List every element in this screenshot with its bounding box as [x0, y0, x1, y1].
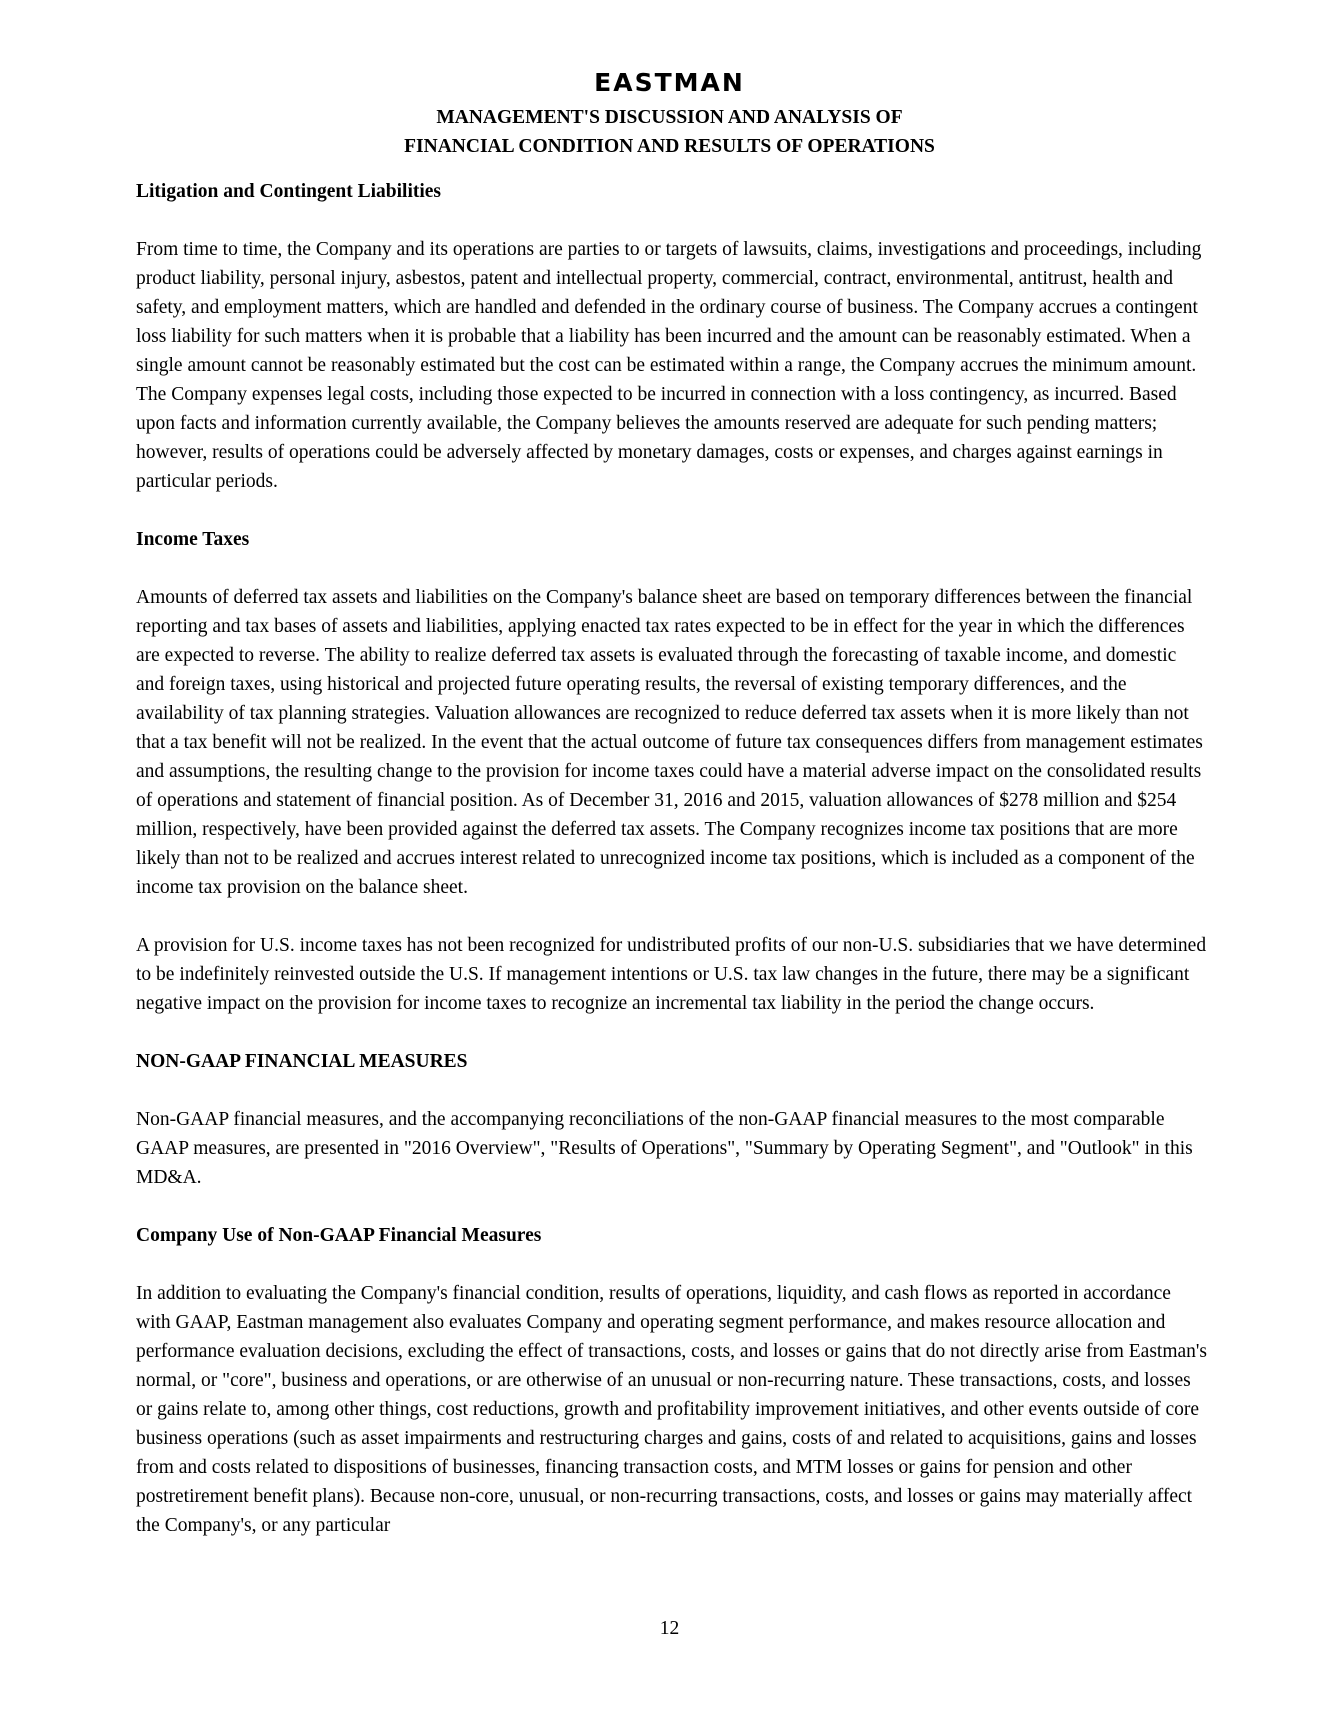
section-heading: Income Taxes: [136, 529, 250, 550]
document-title-line-1: MANAGEMENT'S DISCUSSION AND ANALYSIS OF: [436, 107, 903, 128]
section-heading: Litigation and Contingent Liabilities: [136, 181, 442, 202]
page-number: 12: [659, 1618, 680, 1639]
paragraph: From time to time, the Company and its operations are parties to or targets of lawsuits, claims, investigations and proceedings, including product liability, personal injury, asbestos, patent and intellectual property, commercial, contract, environmental, antitrust, health and safety, and employment matters, which are handled and defended in the ordinary course of business. The Company accrues a contingent loss liability for such matters when it is probable that a liability has been incurred and the amount can be reasonably estimated. When a single amount cannot be reasonably estimated but the cost can be estimated within a range, the Company accrues the minimum amount. The Company expenses legal costs, including those expected to be incurred in connection with a loss contingency, as incurred. Based upon facts and information currently available, the Company believes the amounts reserved are adequate for such pending matters; however, results of operations could be adversely affected by monetary damages, costs or expenses, and charges against earnings in particular periods.: [136, 239, 1202, 492]
section-income-taxes: [136, 525, 1208, 1018]
document-body: [136, 177, 1208, 1569]
section-company-use-non-gaap: [136, 1221, 1208, 1540]
document-title-line-2: FINANCIAL CONDITION AND RESULTS OF OPERATIONS: [404, 136, 935, 157]
paragraph: In addition to evaluating the Company's financial condition, results of operations, liquidity, and cash flows as reported in accordance with GAAP, Eastman management also evaluates Company and operating segment performance, and makes resource allocation and performance evaluation decisions, excluding the effect of transactions, costs, and losses or gains that do not directly arise from Eastman's normal, or "core", business and operations, or are otherwise of an unusual or non-recurring nature. These transactions, costs, and losses or gains relate to, among other things, cost reductions, growth and profitability improvement initiatives, and other events outside of core business operations (such as asset impairments and restructuring charges and gains, costs of and related to acquisitions, gains and losses from and costs related to dispositions of businesses, financing transaction costs, and MTM losses or gains for pension and other postretirement benefit plans). Because non-core, unusual, or non-recurring transactions, costs, and losses or gains may materially affect the Company's, or any particular: [136, 1283, 1208, 1536]
section-litigation: [136, 177, 1208, 496]
paragraph: Non-GAAP financial measures, and the accompanying reconciliations of the non-GAAP financial measures to the most comparable GAAP measures, are presented in "2016 Overview", "Results of Operations", "Summary by Operating Segment", and "Outlook" in this MD&A.: [136, 1109, 1193, 1188]
section-heading: Company Use of Non-GAAP Financial Measures: [136, 1225, 542, 1246]
eastman-logo: EASTMAN: [594, 68, 745, 97]
paragraph: A provision for U.S. income taxes has not been recognized for undistributed profits of our non-U.S. subsidiaries that we have determined to be indefinitely reinvested outside the U.S. If management intentions or U.S. tax law changes in the future, there may be a significant negative impact on the provision for income taxes to recognize an incremental tax liability in the period the change occurs.: [136, 935, 1207, 1014]
section-non-gaap: [136, 1047, 1208, 1192]
section-heading: NON-GAAP FINANCIAL MEASURES: [136, 1051, 468, 1072]
paragraph: Amounts of deferred tax assets and liabilities on the Company's balance sheet are based on temporary differences between the financial reporting and tax bases of assets and liabilities, applying enacted tax rates expected to be in effect for the year in which the differences are expected to reverse. The ability to realize deferred tax assets is evaluated through the forecasting of taxable income, and domestic and foreign taxes, using historical and projected future operating results, the reversal of existing temporary differences, and the availability of tax planning strategies. Valuation allowances are recognized to reduce deferred tax assets when it is more likely than not that a tax benefit will not be realized. In the event that the actual outcome of future tax consequences differs from management estimates and assumptions, the resulting change to the provision for income taxes could have a material adverse impact on the consolidated results of operations and statement of financial position. As of December 31, 2016 and 2015, valuation allowances of $278 million and $254 million, respectively, have been provided against the deferred tax assets. The Company recognizes income tax positions that are more likely than not to be realized and accrues interest related to unrecognized income tax positions, which is included as a component of the income tax provision on the balance sheet.: [136, 587, 1203, 898]
